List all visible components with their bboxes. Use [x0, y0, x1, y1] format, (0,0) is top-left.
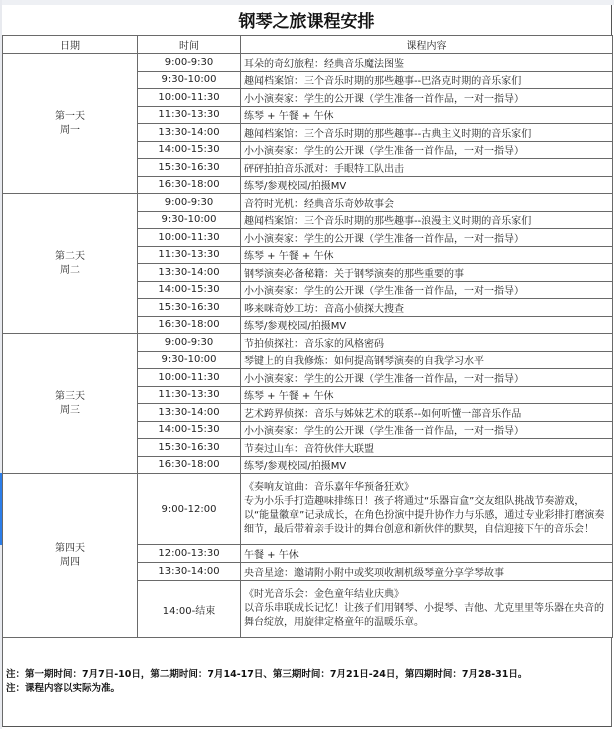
content-cell[interactable]: 练琴/参观校园/拍摄MV: [241, 316, 613, 334]
content-cell[interactable]: 节奏过山车：音符伙伴大联盟: [241, 439, 613, 457]
weekday-label: 周三: [60, 404, 80, 416]
date-cell[interactable]: [3, 54, 138, 194]
content-cell[interactable]: 练琴/参观校园/拍摄MV: [241, 176, 613, 194]
table-row: [3, 54, 613, 72]
day-label: 第三天: [55, 390, 85, 402]
content-cell[interactable]: 艺术跨界侦探：音乐与姊妹艺术的联系--如何听懂一部音乐作品: [241, 404, 613, 422]
time-cell[interactable]: 16:30-18:00: [138, 316, 241, 334]
time-cell[interactable]: 10:00-11:30: [138, 369, 241, 387]
schedule-table: [2, 35, 613, 638]
time-cell[interactable]: 15:30-16:30: [138, 299, 241, 317]
session-title: 《时光音乐会：金色童年结业庆典》: [244, 589, 404, 600]
session-description: 以音乐串联成长记忆！让孩子们用钢琴、小提琴、吉他、尤克里里等乐器在央音的舞台绽放，用旋律定格童年的温暖乐章。: [244, 603, 604, 628]
notes-cell[interactable]: [2, 638, 612, 727]
time-cell[interactable]: 11:30-13:30: [138, 386, 241, 404]
content-cell[interactable]: 小小演奏家：学生的公开课（学生准备一首作品，一对一指导）: [241, 89, 613, 107]
time-cell[interactable]: 13:30-14:00: [138, 264, 241, 282]
table-row: [3, 474, 613, 545]
day-label: 第一天: [55, 110, 85, 122]
time-cell[interactable]: 9:00-12:00: [138, 474, 241, 545]
date-cell[interactable]: [3, 194, 138, 334]
header-time[interactable]: 时间: [138, 36, 241, 54]
time-cell[interactable]: 12:00-13:30: [138, 545, 241, 563]
time-cell[interactable]: 9:00-9:30: [138, 54, 241, 72]
content-cell[interactable]: 练琴/参观校园/拍摄MV: [241, 456, 613, 474]
time-cell[interactable]: 9:30-10:00: [138, 211, 241, 229]
day-label: 第四天: [55, 542, 85, 554]
time-cell[interactable]: 15:30-16:30: [138, 159, 241, 177]
time-cell[interactable]: 14:00-15:30: [138, 141, 241, 159]
date-cell[interactable]: [3, 474, 138, 638]
weekday-label: 周二: [60, 264, 80, 276]
content-cell[interactable]: 哆来咪奇妙工坊：音高小侦探大搜查: [241, 299, 613, 317]
schedule-sheet: [2, 5, 612, 727]
time-cell[interactable]: 9:30-10:00: [138, 351, 241, 369]
content-cell[interactable]: 砰砰拍拍音乐派对：手眼特工队出击: [241, 159, 613, 177]
time-cell[interactable]: 9:00-9:30: [138, 194, 241, 212]
time-cell[interactable]: 14:00-15:30: [138, 421, 241, 439]
content-cell[interactable]: 趣闻档案馆：三个音乐时期的那些趣事--古典主义时期的音乐家们: [241, 124, 613, 142]
content-cell[interactable]: 练琴 + 午餐 + 午休: [241, 106, 613, 124]
note-periods: 注：第一期时间：7月7日-10日，第二期时间：7月14-17日、第三期时间：7月21日-24日，第四期时间：7月28-31日。: [6, 669, 528, 680]
time-cell[interactable]: 15:30-16:30: [138, 439, 241, 457]
sheet-title[interactable]: 钢琴之旅课程安排: [2, 5, 612, 35]
time-cell[interactable]: 13:30-14:00: [138, 124, 241, 142]
weekday-label: 周四: [60, 556, 80, 568]
time-cell[interactable]: 10:00-11:30: [138, 89, 241, 107]
content-cell[interactable]: 练琴 + 午餐 + 午休: [241, 246, 613, 264]
header-row: [3, 36, 613, 54]
content-cell[interactable]: 琴键上的自我修炼：如何提高钢琴演奏的自我学习水平: [241, 351, 613, 369]
content-cell[interactable]: 耳朵的奇幻旅程：经典音乐魔法图鉴: [241, 54, 613, 72]
header-content[interactable]: 课程内容: [241, 36, 613, 54]
time-cell[interactable]: 9:30-10:00: [138, 71, 241, 89]
time-cell[interactable]: 13:30-14:00: [138, 563, 241, 581]
content-cell[interactable]: 钢琴演奏必备秘籍：关于钢琴演奏的那些重要的事: [241, 264, 613, 282]
time-cell[interactable]: 16:30-18:00: [138, 176, 241, 194]
weekday-label: 周一: [60, 124, 80, 136]
time-cell[interactable]: 14:00-15:30: [138, 281, 241, 299]
content-cell[interactable]: 小小演奏家：学生的公开课（学生准备一首作品，一对一指导）: [241, 369, 613, 387]
content-cell[interactable]: 音符时光机：经典音乐奇妙故事会: [241, 194, 613, 212]
content-cell[interactable]: 节拍侦探社：音乐家的风格密码: [241, 334, 613, 352]
note-disclaimer: 注：课程内容以实际为准。: [6, 683, 121, 694]
time-cell[interactable]: 10:00-11:30: [138, 229, 241, 247]
content-cell[interactable]: [241, 474, 613, 545]
content-cell[interactable]: [241, 581, 613, 638]
content-cell[interactable]: 央音星途：邀请附小附中或奖项收割机级琴童分享学琴故事: [241, 563, 613, 581]
table-row: [3, 334, 613, 352]
content-cell[interactable]: 趣闻档案馆：三个音乐时期的那些趣事--浪漫主义时期的音乐家们: [241, 211, 613, 229]
schedule-body: [3, 54, 613, 638]
time-cell[interactable]: 13:30-14:00: [138, 404, 241, 422]
date-cell[interactable]: [3, 334, 138, 474]
table-row: [3, 194, 613, 212]
content-cell[interactable]: 小小演奏家：学生的公开课（学生准备一首作品，一对一指导）: [241, 229, 613, 247]
time-cell[interactable]: 14:00-结束: [138, 581, 241, 638]
content-cell[interactable]: 小小演奏家：学生的公开课（学生准备一首作品，一对一指导）: [241, 281, 613, 299]
time-cell[interactable]: 11:30-13:30: [138, 246, 241, 264]
content-cell[interactable]: 小小演奏家：学生的公开课（学生准备一首作品，一对一指导）: [241, 141, 613, 159]
content-cell[interactable]: 午餐 + 午休: [241, 545, 613, 563]
session-title: 《奏响友谊曲：音乐嘉年华预备狂欢》: [244, 482, 414, 493]
header-date[interactable]: 日期: [3, 36, 138, 54]
content-cell[interactable]: 练琴 + 午餐 + 午休: [241, 386, 613, 404]
content-cell[interactable]: 趣闻档案馆：三个音乐时期的那些趣事--巴洛克时期的音乐家们: [241, 71, 613, 89]
day-label: 第二天: [55, 250, 85, 262]
time-cell[interactable]: 16:30-18:00: [138, 456, 241, 474]
content-cell[interactable]: 小小演奏家：学生的公开课（学生准备一首作品，一对一指导）: [241, 421, 613, 439]
session-description: 专为小乐手打造趣味排练日！孩子将通过“乐器盲盒”交友组队挑战节奏游戏，以“能量徽章”记录成长，在角色扮演中提升协作力与乐感，通过专业彩排打磨演奏细节，最后带着亲手设计的舞台创意和新伙伴的默契，自信迎接下午的音乐会！: [244, 496, 605, 535]
time-cell[interactable]: 11:30-13:30: [138, 106, 241, 124]
time-cell[interactable]: 9:00-9:30: [138, 334, 241, 352]
